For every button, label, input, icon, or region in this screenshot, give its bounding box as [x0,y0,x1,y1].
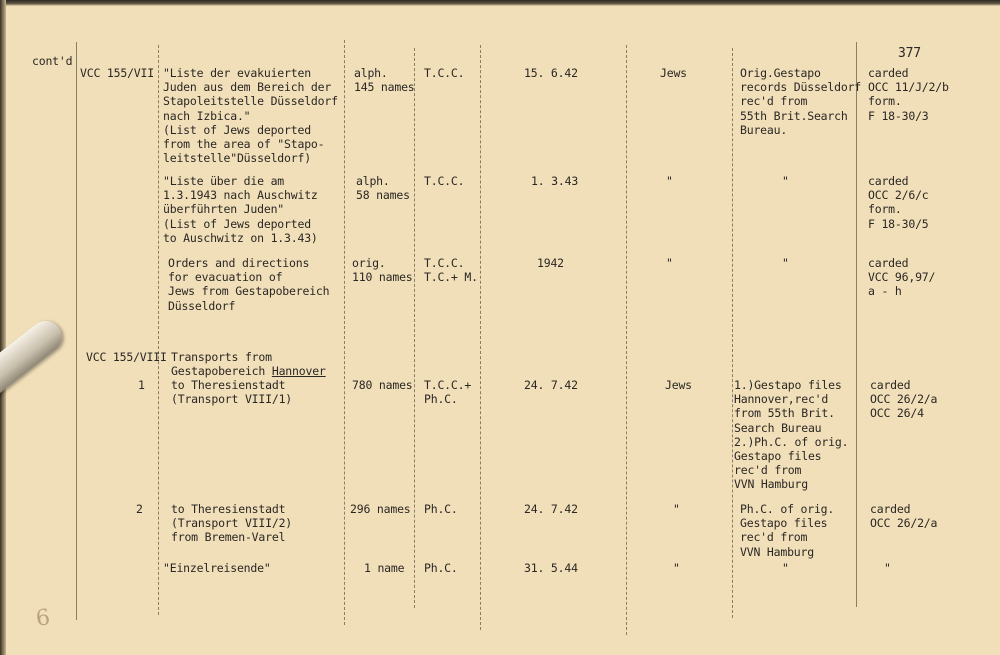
column-rule [344,40,345,625]
entry-date: 1. 3.43 [531,174,579,188]
entry-reference: carded OCC 2/6/c form. F 18-30/5 [868,174,929,231]
entry-description: to Theresienstadt (Transport VIII/1) [171,378,293,407]
entry-description: "Einzelreisende" [163,561,271,575]
entry-reference: carded VCC 96,97/ a - h [868,256,936,299]
entry-date: 31. 5.44 [524,561,578,575]
column-rule [626,45,627,635]
entry-code: VCC 155/VII [80,66,154,80]
entry-type: T.C.C. T.C.+ M. [424,256,478,285]
entry-type: T.C.C.+ Ph.C. [424,378,472,407]
entry-type: Ph.C. [424,502,458,516]
entry-reference: carded OCC 11/J/2/b form. F 18-30/3 [868,66,949,123]
entry-source: Ph.C. of orig. Gestapo files rec'd from VVN Hamburg [740,502,835,559]
entry-group: Jews [665,378,692,392]
entry-date: 15. 6.42 [524,66,578,80]
column-rule [76,42,77,620]
entry-group: " [673,561,680,575]
left-shadow-edge [0,0,6,655]
entry-number: 2 [136,502,143,516]
entry-arrangement: 296 names [350,502,411,516]
entry-source: " [782,561,789,575]
entry-arrangement: 1 name [364,561,405,575]
entry-arrangement: orig. 110 names [352,256,413,285]
column-rule [732,48,733,618]
entry-date: 1942 [537,256,564,270]
entry-arrangement: alph. 145 names [354,66,415,95]
contd-label: cont'd [32,54,73,68]
entry-type: T.C.C. [424,66,465,80]
top-shadow-edge [0,0,1000,6]
entry-code: VCC 155/VIII [86,350,167,364]
entry-reference: carded OCC 26/2/a [870,502,938,531]
entry-group: " [666,256,673,270]
column-rule [414,48,415,608]
entry-source: " [782,174,789,188]
entry-group: Jews [660,66,687,80]
entry-description-underlined: Hannover [271,364,326,379]
column-rule [480,45,481,630]
entry-date: 24. 7.42 [524,378,578,392]
entry-reference: carded OCC 26/2/a OCC 26/4 [870,378,938,421]
entry-description [171,350,326,378]
page-number: 377 [898,46,921,61]
entry-description-text: Transports from Gestapobereich [171,350,272,379]
entry-description: Orders and directions for evacuation of Jews from Gestapobereich Düsseldorf [168,256,330,313]
entry-group: " [673,502,680,516]
entry-arrangement: alph. 58 names [356,174,410,203]
pencil-mark: 6 [34,605,52,632]
entry-source: " [782,256,789,270]
entry-group: " [666,174,673,188]
entry-description: "Liste der evakuierten Juden aus dem Bereich der Stapoleitstelle Düsseldorf nach Izbica." (List of Jews deported from the area of "Stapo- leitstelle"Düsseldorf) [163,66,338,166]
entry-type: Ph.C. [424,561,458,575]
entry-type: T.C.C. [424,174,465,188]
entry-number: 1 [138,378,145,392]
entry-description: "Liste über die am 1.3.1943 nach Auschwitz überführten Juden" (List of Jews deported to Auschwitz on 1.3.43) [163,174,318,245]
entry-source: 1.)Gestapo files Hannover,rec'd from 55th Brit. Search Bureau 2.)Ph.C. of orig. Gestapo files rec'd from VVN Hamburg [734,378,849,492]
paper-clip [0,315,68,408]
entry-arrangement: 780 names [352,378,413,392]
entry-source: Orig.Gestapo records Düsseldorf rec'd from 55th Brit.Search Bureau. [740,66,862,137]
entry-date: 24. 7.42 [524,502,578,516]
entry-description: to Theresienstadt (Transport VIII/2) from Bremen-Varel [171,502,293,545]
entry-reference: " [884,561,891,575]
column-rule [158,45,159,615]
